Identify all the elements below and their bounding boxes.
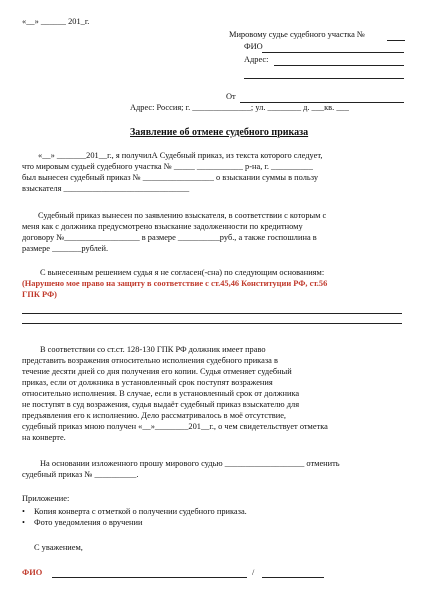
court-address-underline-2 <box>244 78 404 79</box>
para1-line-1: «__» _______201__г., я получилА Судебный приказ, из текста которого следует, <box>38 151 323 160</box>
court-number-underline <box>387 40 405 41</box>
para4-line-6: не поступят в суд возражения, судья выдаёт судебный приказ взыскателю для <box>22 400 300 409</box>
para1-line-2: что мировым судьей судебного участка № _____ ___________ р-на, г. __________ <box>22 162 313 171</box>
signature-separator: / <box>252 568 255 577</box>
signature-fio-label: ФИО <box>22 568 43 577</box>
para1-line-4: взыскателя ______________________________ <box>22 184 190 193</box>
bullet-icon: • <box>22 507 25 516</box>
para2-line-4: размере _______рублей. <box>22 244 109 253</box>
from-label: От <box>226 92 236 101</box>
para5-line-2: судебный приказ № __________. <box>22 470 139 479</box>
para4-line-3: течение десяти дней со дня получения его копии. Судья отменяет судебный <box>22 367 292 376</box>
para1-line-3: был вынесен судебный приказ № _________________ о взыскании суммы в пользу <box>22 173 319 182</box>
para5-line-1: На основании изложенного прошу мирового судью ___________________ отменить <box>40 459 340 468</box>
court-address-label: Адрес: <box>244 55 269 64</box>
attachment-item-2 <box>22 518 143 528</box>
grounds-blank-line-2 <box>22 323 402 324</box>
signature-name-underline <box>52 577 247 578</box>
para4-line-5: относительно исполнения. В случае, если в установленный срок от должника <box>22 389 300 398</box>
signature-sign-underline <box>262 577 324 578</box>
objection-intro: С вынесенным решением судья я не согласен(-сна) по следующим основаниям: <box>40 268 325 277</box>
attachment-item-2-text: Фото уведомления о вручении <box>34 518 143 527</box>
para2-line-3: договору №__________________ в размере __________руб., а также госпошлина в <box>22 233 317 242</box>
objection-grounds-line-1: (Нарушено мое право на защиту в соответствие с ст.45,46 Конституции РФ, ст.56 <box>22 279 328 288</box>
para4-line-9: на конверте. <box>22 433 66 442</box>
para2-line-2: меня как с должника предусмотрено взыскание задолженности по кредитному <box>22 222 303 231</box>
attachments-label: Приложение: <box>22 494 70 503</box>
bullet-icon: • <box>22 518 25 527</box>
para2-line-1: Судебный приказ вынесен по заявлению взыскателя, в соответствии с которым с <box>38 211 327 220</box>
para4-line-2: представить возражения относительно исполнения судебного приказа в <box>22 356 278 365</box>
para4-line-4: приказ, если от должника в установленный срок поступят возражения <box>22 378 273 387</box>
para4-line-8: судебный приказ мною получен «__»________201__г., о чем свидетельствует отметка <box>22 422 328 431</box>
para4-line-7: предъявления его к исполнению. Дело рассматривалось в моё отсутствие, <box>22 411 287 420</box>
judge-fio-label: ФИО <box>244 42 263 51</box>
attachment-item-1-text: Копия конверта с отметкой о получении судебного приказа. <box>34 507 247 516</box>
date-line: «__» ______ 201_г. <box>22 17 90 26</box>
court-address-underline <box>274 65 404 66</box>
addressee-line: Мировому судье судебного участка № <box>229 30 365 39</box>
closing-salutation: С уважением, <box>34 543 83 552</box>
grounds-blank-line-1 <box>22 313 402 314</box>
sender-address: Адрес: Россия; г. ______________; ул. ________ д. ___кв. ___ <box>130 103 349 112</box>
document-title: Заявление об отмене судебного приказа <box>130 127 309 138</box>
para4-line-1: В соответствии со ст.ст. 128-130 ГПК РФ должник имеет право <box>40 345 266 354</box>
judge-fio-underline <box>262 52 404 53</box>
objection-grounds-line-2: ГПК РФ) <box>22 290 57 299</box>
attachment-item-1 <box>22 507 247 517</box>
